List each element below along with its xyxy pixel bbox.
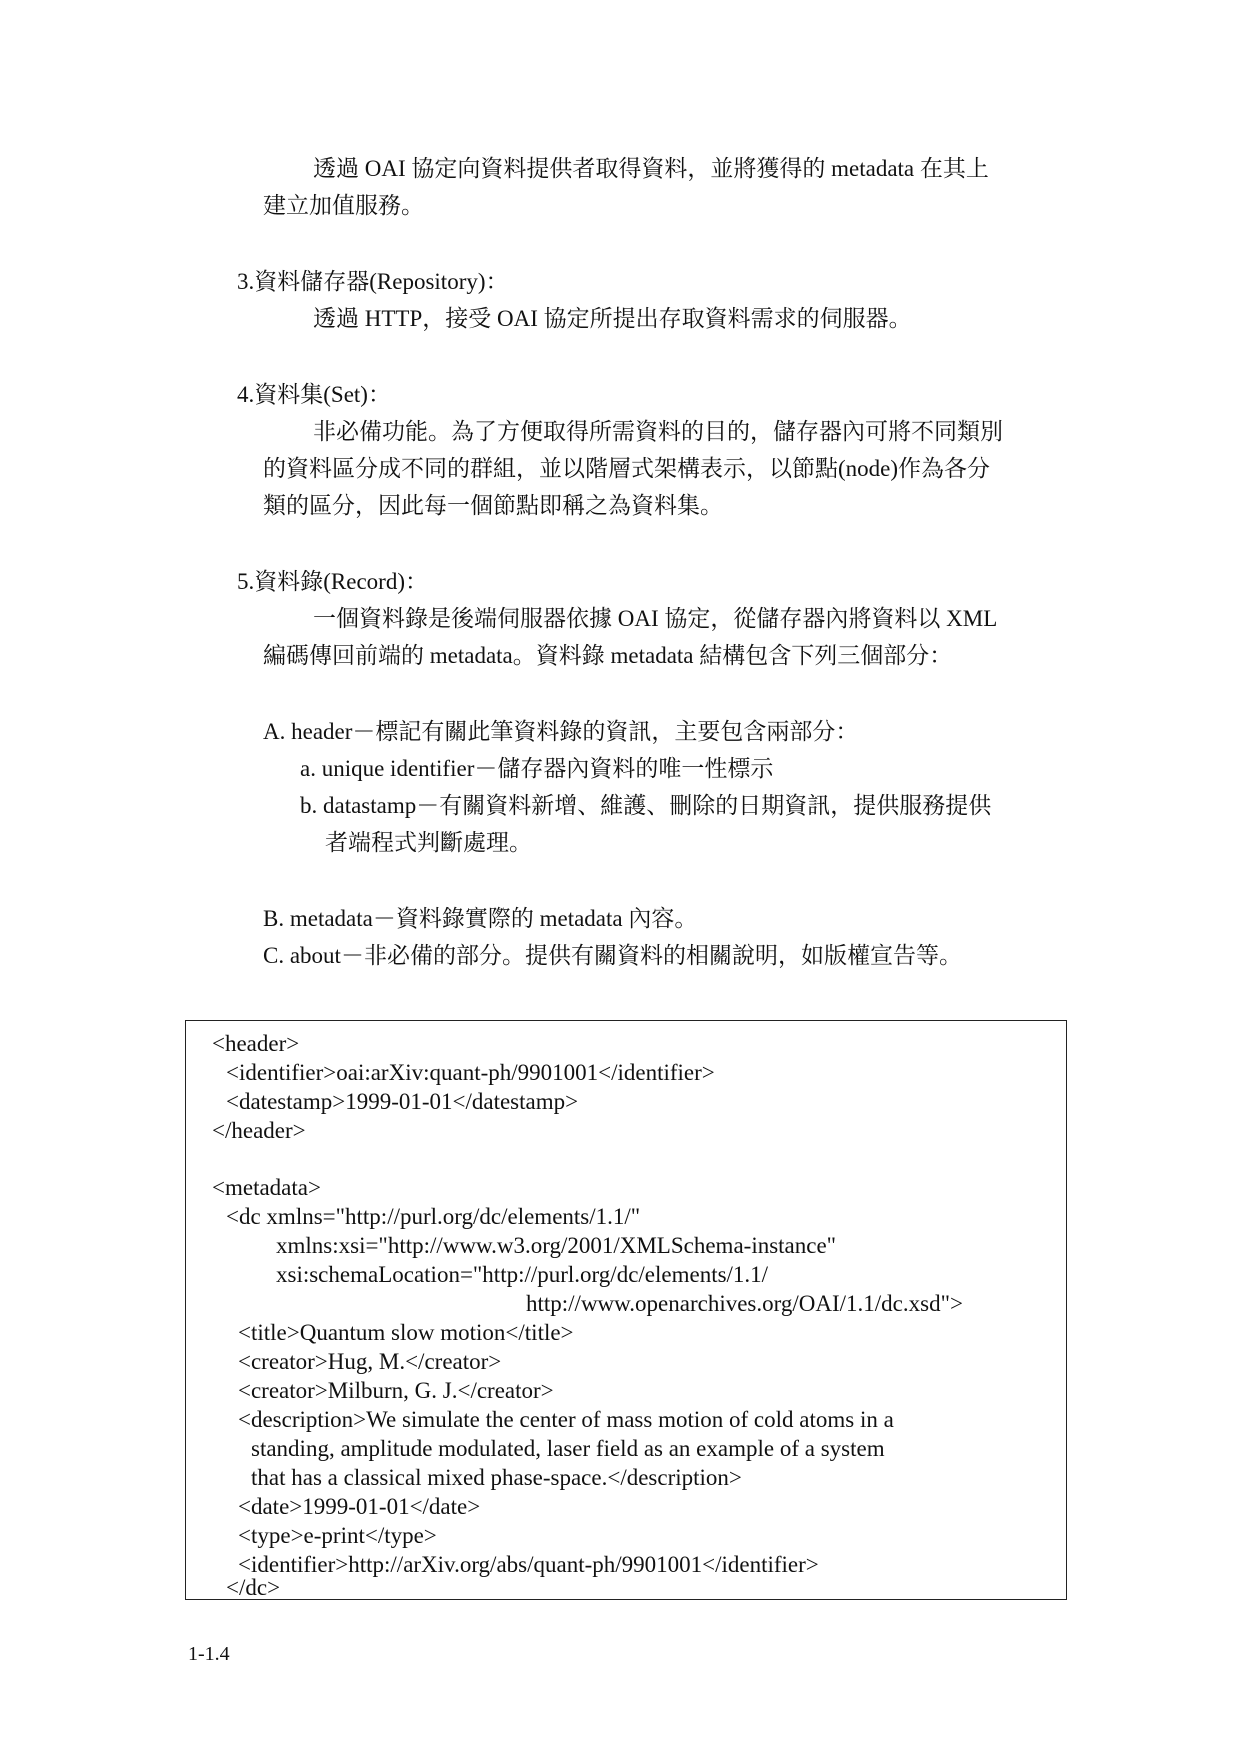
code-line: <datestamp>1999-01-01</datestamp>: [226, 1089, 579, 1114]
paragraph-line: 非必備功能。為了方便取得所需資料的目的，儲存器內可將不同類別: [313, 419, 1003, 444]
code-line: <metadata>: [212, 1175, 321, 1200]
code-line: </header>: [212, 1118, 306, 1143]
code-line: <date>1999-01-01</date>: [238, 1494, 481, 1519]
paragraph-line: 的資料區分成不同的群組，並以階層式架構表示，以節點(node)作為各分: [263, 456, 991, 481]
code-line: <description>We simulate the center of mass motion of cold atoms in a: [238, 1407, 894, 1432]
list-item-about: C. about－非必備的部分。提供有關資料的相關說明，如版權宣告等。: [263, 943, 962, 968]
code-line: xsi:schemaLocation="http://purl.org/dc/elements/1.1/: [276, 1262, 769, 1287]
code-line: <creator>Hug, M.</creator>: [238, 1349, 502, 1374]
code-line: that has a classical mixed phase-space.</description>: [251, 1465, 742, 1490]
sublist-item: b. datastamp－有關資料新增、維護、刪除的日期資訊，提供服務提供: [300, 793, 992, 818]
code-line: <identifier>oai:arXiv:quant-ph/9901001</identifier>: [226, 1060, 715, 1085]
paragraph-line: 類的區分，因此每一個節點即稱之為資料集。: [263, 493, 723, 518]
code-line: <creator>Milburn, G. J.</creator>: [238, 1378, 554, 1403]
section-heading-repository: 3.資料儲存器(Repository)：: [237, 269, 509, 294]
code-line: http://www.openarchives.org/OAI/1.1/dc.xsd">: [526, 1291, 963, 1316]
code-line: <title>Quantum slow motion</title>: [238, 1320, 574, 1345]
list-item-header: A. header－標記有關此筆資料錄的資訊，主要包含兩部分：: [263, 719, 859, 744]
code-line: <dc xmlns="http://purl.org/dc/elements/1.1/": [226, 1204, 641, 1229]
code-line: <identifier>http://arXiv.org/abs/quant-ph/9901001</identifier>: [238, 1552, 819, 1577]
code-line: <header>: [212, 1031, 300, 1056]
code-line: xmlns:xsi="http://www.w3.org/2001/XMLSchema-instance": [276, 1233, 837, 1258]
paragraph-line: 建立加值服務。: [263, 193, 424, 218]
list-item-metadata: B. metadata－資料錄實際的 metadata 內容。: [263, 906, 698, 931]
code-line: standing, amplitude modulated, laser field as an example of a system: [251, 1436, 885, 1461]
sublist-item: a. unique identifier－儲存器內資料的唯一性標示: [300, 756, 774, 781]
code-line: <type>e-print</type>: [238, 1523, 437, 1548]
page-number: 1-1.4: [188, 1643, 230, 1665]
paragraph-line: 一個資料錄是後端伺服器依據 OAI 協定，從儲存器內將資料以 XML: [313, 606, 998, 631]
paragraph-line: 透過 HTTP，接受 OAI 協定所提出存取資料需求的伺服器。: [313, 306, 912, 331]
section-heading-set: 4.資料集(Set)：: [237, 382, 391, 407]
section-heading-record: 5.資料錄(Record)：: [237, 569, 428, 594]
paragraph-line: 透過 OAI 協定向資料提供者取得資料，並將獲得的 metadata 在其上: [313, 156, 989, 181]
code-line: </dc>: [226, 1575, 281, 1600]
paragraph-line: 編碼傳回前端的 metadata。資料錄 metadata 結構包含下列三個部分：: [263, 643, 953, 668]
xml-example-box: [185, 1020, 1067, 1600]
sublist-item-continuation: 者端程式判斷處理。: [325, 830, 532, 855]
